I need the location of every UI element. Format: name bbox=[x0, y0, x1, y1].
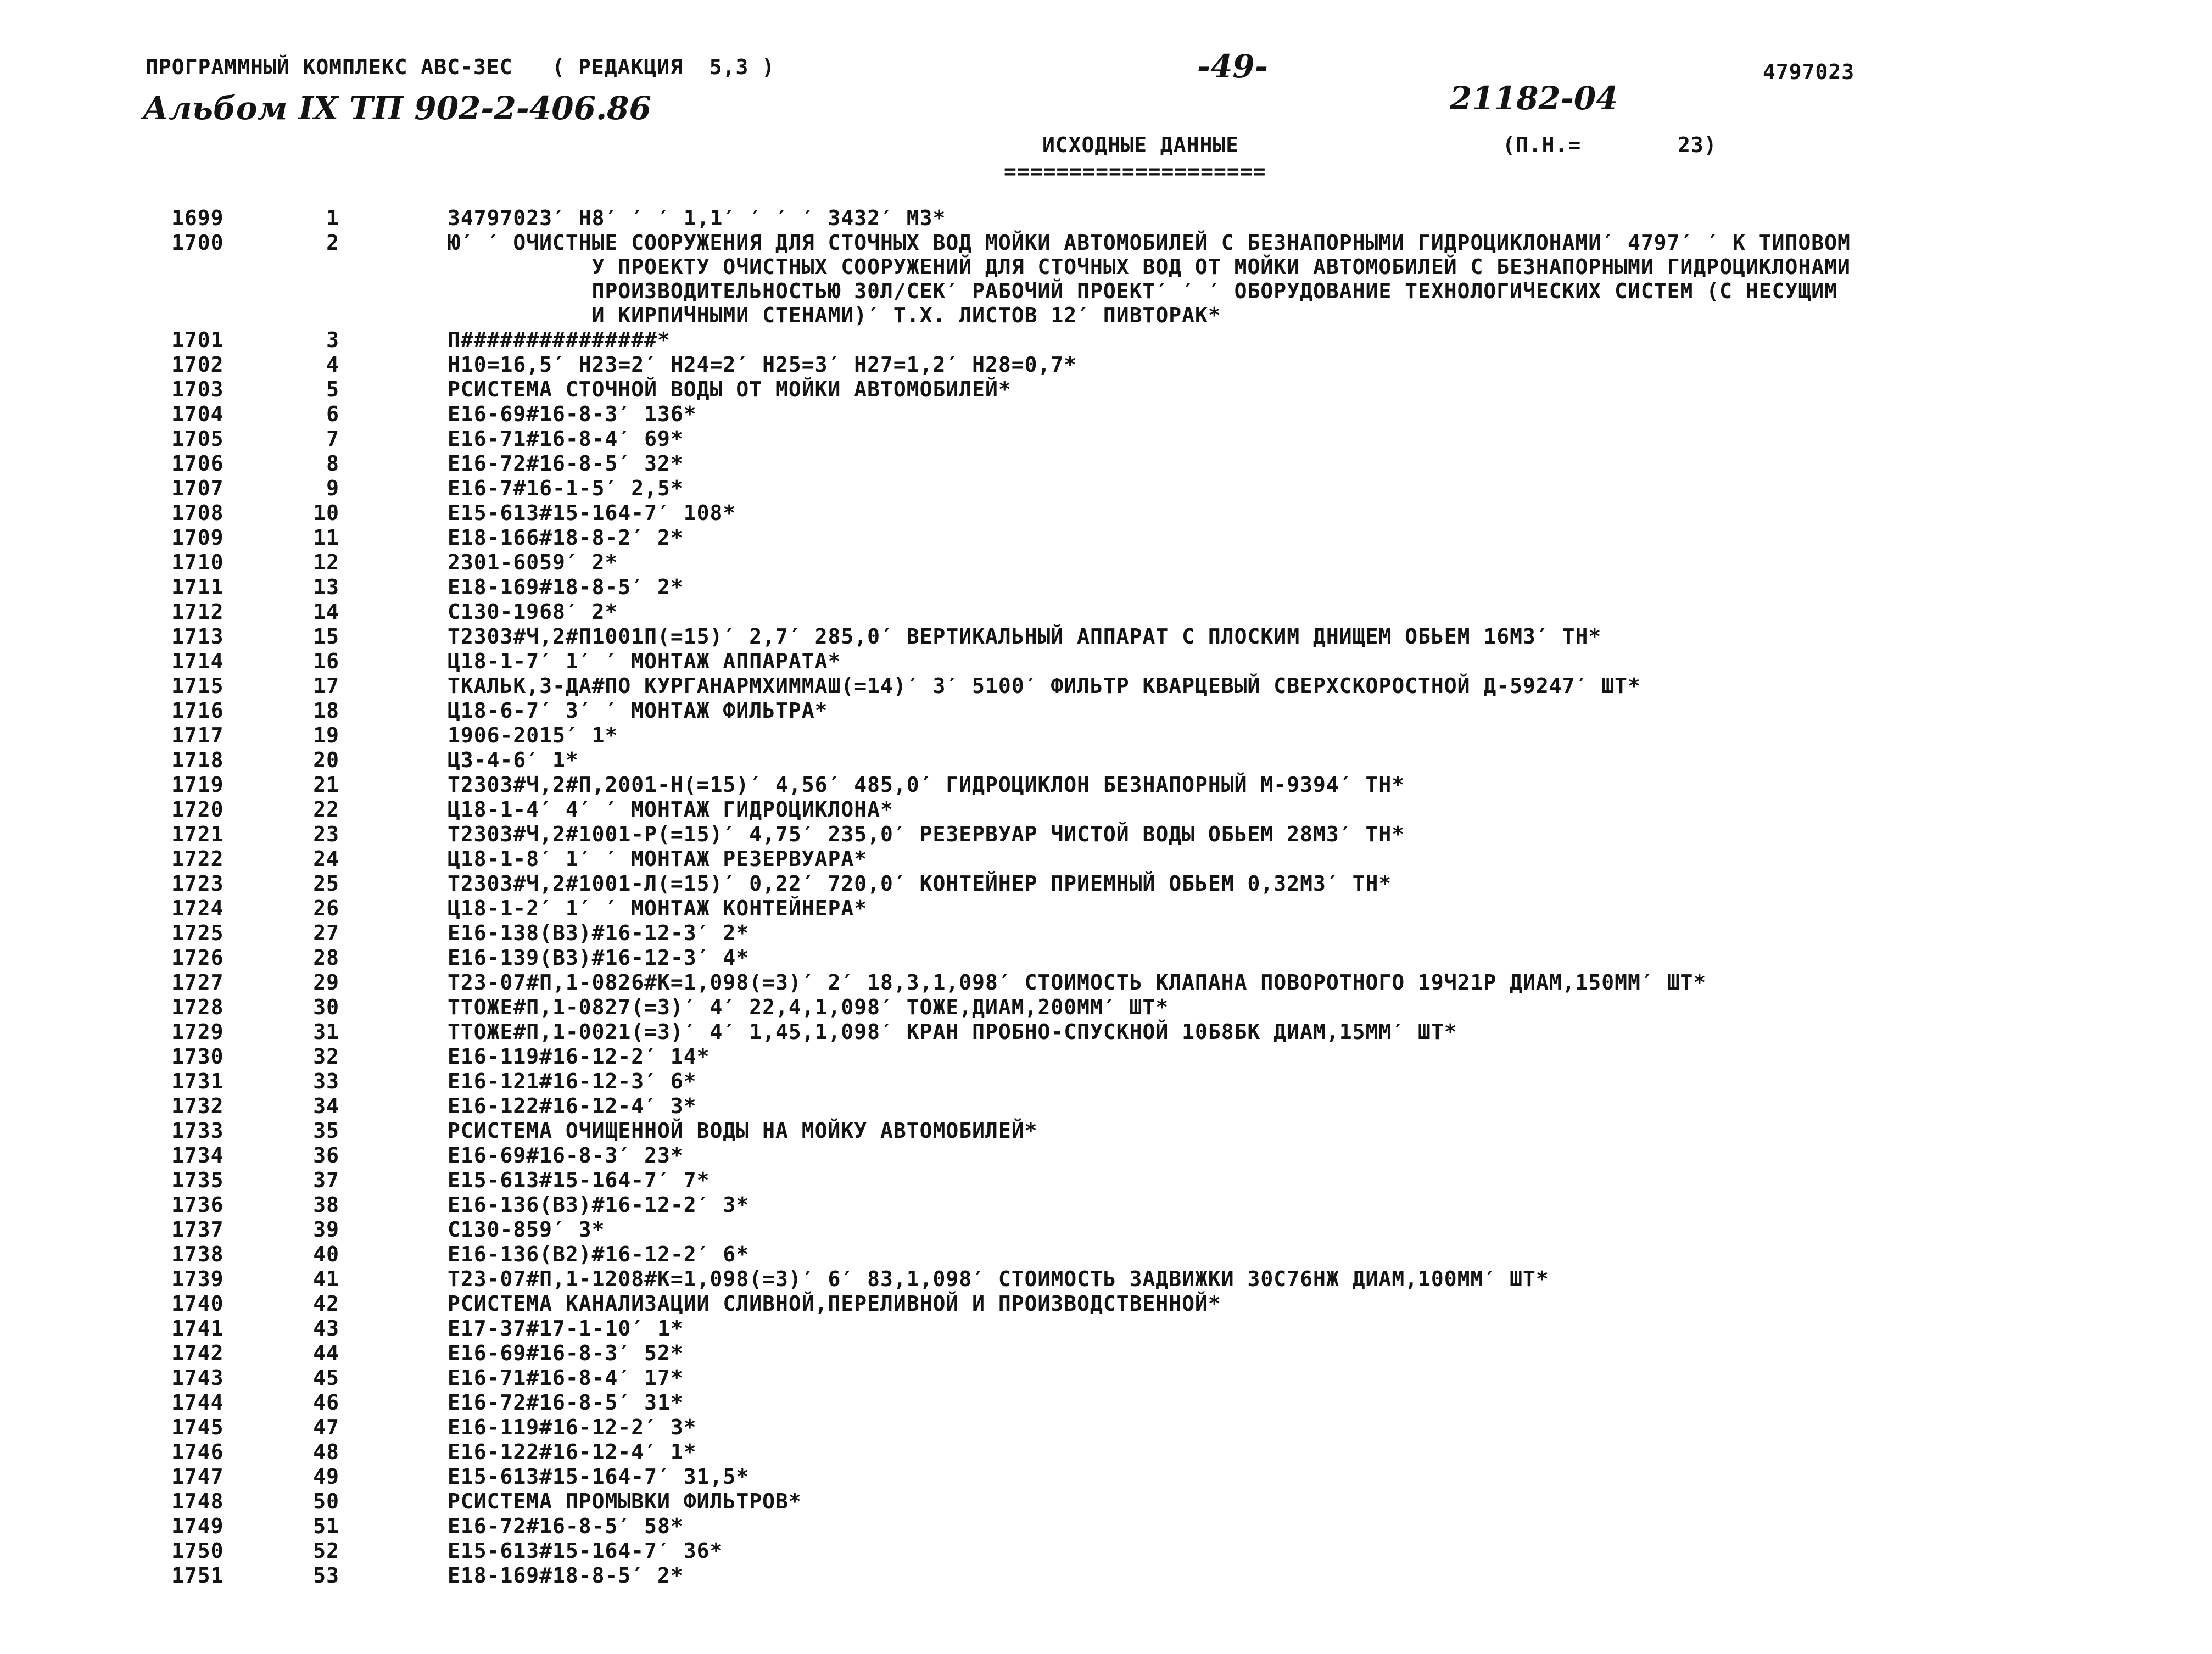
line-number: 1716 bbox=[171, 699, 224, 723]
sequence-number: 24 bbox=[313, 847, 339, 871]
sequence-number: 30 bbox=[313, 995, 339, 1019]
listing-row bbox=[0, 1293, 2142, 1318]
record-line: Е16-71#16-8-4′ 17* bbox=[448, 1366, 684, 1390]
line-number: 1744 bbox=[171, 1390, 224, 1415]
record-text bbox=[448, 1565, 684, 1589]
record-line: Ц18-1-7′ 1′ ′ МОНТАЖ АППАРАТА* bbox=[448, 649, 841, 673]
record-line: Е15-613#15-164-7′ 31,5* bbox=[448, 1465, 750, 1489]
listing-row bbox=[0, 626, 2142, 651]
record-text bbox=[448, 750, 579, 774]
record-text bbox=[448, 799, 893, 823]
sequence-number: 5 bbox=[326, 377, 339, 401]
record-text bbox=[448, 1145, 684, 1169]
section-title: ИСХОДНЫЕ ДАННЫЕ bbox=[1042, 133, 1239, 157]
listing-row bbox=[0, 947, 2142, 972]
line-number: 1740 bbox=[171, 1292, 224, 1316]
record-line: Т2303#Ч,2#П,2001-Н(=15)′ 4,56′ 485,0′ ГИДРОЦИКЛОН БЕЗНАПОРНЫЙ М-9394′ ТН* bbox=[448, 773, 1405, 797]
sequence-number: 20 bbox=[313, 748, 339, 772]
record-text bbox=[448, 1096, 697, 1120]
record-text bbox=[448, 527, 684, 551]
sequence-number: 34 bbox=[313, 1094, 339, 1118]
sequence-number: 51 bbox=[313, 1514, 339, 1538]
record-text bbox=[448, 1120, 1038, 1144]
line-number: 1710 bbox=[171, 550, 224, 574]
record-line: Е15-613#15-164-7′ 108* bbox=[448, 501, 736, 525]
listing-row bbox=[0, 601, 2142, 626]
listing-row bbox=[0, 1194, 2142, 1219]
record-text bbox=[448, 700, 828, 724]
record-line: ТТОЖЕ#П,1-0021(=3)′ 4′ 1,45,1,098′ КРАН ПРОБНО-СПУСКНОЙ 10Б8БК ДИАМ,15ММ′ ШТ* bbox=[448, 1020, 1457, 1044]
record-text bbox=[448, 1244, 749, 1268]
record-text bbox=[448, 824, 1405, 848]
listing-row bbox=[0, 1343, 2142, 1367]
record-text bbox=[448, 774, 1405, 798]
record-text bbox=[448, 1046, 710, 1070]
record-text bbox=[448, 1491, 802, 1515]
line-number: 1731 bbox=[171, 1069, 224, 1093]
record-text bbox=[448, 577, 684, 601]
sequence-number: 39 bbox=[313, 1217, 339, 1242]
line-number: 1749 bbox=[171, 1514, 224, 1538]
record-text bbox=[448, 1392, 684, 1416]
sequence-number: 2 bbox=[326, 231, 339, 255]
record-text bbox=[448, 404, 697, 428]
sequence-number: 32 bbox=[313, 1044, 339, 1069]
record-line: Е16-72#16-8-5′ 58* bbox=[448, 1514, 684, 1538]
record-line: С130-859′ 3* bbox=[448, 1217, 605, 1242]
record-text bbox=[448, 552, 618, 576]
sequence-number: 35 bbox=[313, 1119, 339, 1143]
line-number: 1746 bbox=[171, 1440, 224, 1464]
sequence-number: 9 bbox=[326, 476, 339, 500]
line-number: 1711 bbox=[171, 575, 224, 599]
line-number: 1738 bbox=[171, 1242, 224, 1266]
line-number: 1700 bbox=[171, 231, 224, 255]
listing-row bbox=[0, 552, 2142, 577]
record-line: Т23-07#П,1-1208#К=1,098(=3)′ 6′ 83,1,098′ СТОИМОСТЬ ЗАДВИЖКИ 30С76НЖ ДИАМ,100ММ′ ШТ* bbox=[448, 1267, 1549, 1291]
record-text bbox=[448, 1516, 684, 1540]
sequence-number: 18 bbox=[313, 699, 339, 723]
record-text bbox=[448, 898, 867, 922]
record-text bbox=[448, 1021, 1457, 1046]
line-number: 1733 bbox=[171, 1119, 224, 1143]
listing-row bbox=[0, 478, 2142, 502]
sequence-number: 14 bbox=[313, 600, 339, 624]
listing-row bbox=[0, 1491, 2142, 1516]
listing-row bbox=[0, 799, 2142, 824]
record-text bbox=[448, 725, 618, 749]
sequence-number: 1 bbox=[326, 206, 339, 230]
line-number: 1699 bbox=[171, 206, 224, 230]
sequence-number: 4 bbox=[326, 353, 339, 377]
line-number: 1715 bbox=[171, 674, 224, 698]
sequence-number: 46 bbox=[313, 1390, 339, 1415]
record-text bbox=[448, 453, 684, 477]
record-line: Н10=16,5′ Н23=2′ Н24=2′ Н25=3′ Н27=1,2′ Н28=0,7* bbox=[448, 353, 1077, 377]
sequence-number: 37 bbox=[313, 1168, 339, 1192]
document-code: 4797023 bbox=[1763, 60, 1855, 84]
record-line: Е18-169#18-8-5′ 2* bbox=[448, 1563, 684, 1588]
listing-row bbox=[0, 1367, 2142, 1392]
listing-row bbox=[0, 675, 2142, 700]
record-line: Т2303#Ч,2#1001-Р(=15)′ 4,75′ 235,0′ РЕЗЕРВУАР ЧИСТОЙ ВОДЫ ОБЬЕМ 28М3′ ТН* bbox=[448, 822, 1405, 846]
record-line: РСИСТЕМА СТОЧНОЙ ВОДЫ ОТ МОЙКИ АВТОМОБИЛЕЙ* bbox=[448, 377, 1012, 401]
sequence-number: 49 bbox=[313, 1465, 339, 1489]
record-text bbox=[448, 1318, 684, 1342]
record-line: ТКАЛЬК,3-ДА#ПО КУРГАНАРМХИММАШ(=14)′ 3′ 5100′ ФИЛЬТР КВАРЦЕВЫЙ СВЕРХСКОРОСТНОЙ Д-59247′ ШТ* bbox=[448, 674, 1641, 698]
record-line: Е16-136(В3)#16-12-2′ 3* bbox=[448, 1193, 750, 1217]
listing-row bbox=[0, 1244, 2142, 1269]
record-line: Е16-136(В2)#16-12-2′ 6* bbox=[448, 1242, 750, 1266]
listing-row bbox=[0, 774, 2142, 799]
listing-row bbox=[0, 873, 2142, 898]
line-number: 1720 bbox=[171, 797, 224, 822]
record-text bbox=[448, 848, 867, 873]
line-number: 1719 bbox=[171, 773, 224, 797]
record-line: Ц18-6-7′ 3′ ′ МОНТАЖ ФИЛЬТРА* bbox=[448, 699, 828, 723]
record-line: Е16-122#16-12-4′ 3* bbox=[448, 1094, 697, 1118]
listing-row bbox=[0, 1540, 2142, 1565]
sequence-number: 50 bbox=[313, 1489, 339, 1513]
listing-row bbox=[0, 1145, 2142, 1170]
record-text bbox=[448, 354, 1077, 378]
record-text bbox=[448, 1343, 684, 1367]
line-number: 1702 bbox=[171, 353, 224, 377]
handwritten-code: 21182-04 bbox=[1450, 80, 1618, 117]
sequence-number: 19 bbox=[313, 723, 339, 747]
record-line: П###############* bbox=[448, 328, 671, 352]
record-text bbox=[448, 947, 749, 971]
listing-row bbox=[0, 527, 2142, 552]
record-text bbox=[448, 873, 1392, 897]
line-number: 1712 bbox=[171, 600, 224, 624]
sequence-number: 53 bbox=[313, 1563, 339, 1588]
listing-row bbox=[0, 232, 2142, 329]
line-number: 1730 bbox=[171, 1044, 224, 1069]
sequence-number: 41 bbox=[313, 1267, 339, 1291]
listing-row bbox=[0, 577, 2142, 601]
record-text bbox=[448, 1540, 723, 1564]
listing-row bbox=[0, 1417, 2142, 1441]
listing-row bbox=[0, 1120, 2142, 1145]
line-number: 1721 bbox=[171, 822, 224, 846]
line-number: 1707 bbox=[171, 476, 224, 500]
line-number: 1736 bbox=[171, 1193, 224, 1217]
record-line: 1906-2015′ 1* bbox=[448, 723, 618, 747]
listing-row bbox=[0, 379, 2142, 404]
record-text bbox=[448, 651, 841, 675]
listing-row bbox=[0, 428, 2142, 453]
record-line: ТТОЖЕ#П,1-0827(=3)′ 4′ 22,4,1,098′ ТОЖЕ,ДИАМ,200ММ′ ШТ* bbox=[448, 995, 1169, 1019]
line-number: 1725 bbox=[171, 921, 224, 945]
sequence-number: 22 bbox=[313, 797, 339, 822]
record-text bbox=[448, 329, 671, 354]
sequence-number: 38 bbox=[313, 1193, 339, 1217]
line-number: 1742 bbox=[171, 1341, 224, 1365]
record-line: Е16-69#16-8-3′ 23* bbox=[448, 1143, 684, 1167]
line-number: 1724 bbox=[171, 896, 224, 920]
listing-row bbox=[0, 1269, 2142, 1293]
record-text bbox=[448, 1367, 684, 1392]
listing-row bbox=[0, 1046, 2142, 1071]
sequence-number: 28 bbox=[313, 946, 339, 970]
record-text bbox=[448, 1417, 697, 1441]
sequence-number: 21 bbox=[313, 773, 339, 797]
listing-row bbox=[0, 972, 2142, 997]
sequence-number: 44 bbox=[313, 1341, 339, 1365]
sequence-number: 40 bbox=[313, 1242, 339, 1266]
line-number: 1703 bbox=[171, 377, 224, 401]
record-line: Е16-72#16-8-5′ 31* bbox=[448, 1390, 684, 1415]
record-line: Е18-169#18-8-5′ 2* bbox=[448, 575, 684, 599]
record-line: Е16-72#16-8-5′ 32* bbox=[448, 451, 684, 476]
record-line: Е15-613#15-164-7′ 7* bbox=[448, 1168, 710, 1192]
sequence-number: 27 bbox=[313, 921, 339, 945]
sequence-number: 36 bbox=[313, 1143, 339, 1167]
record-text bbox=[448, 923, 749, 947]
listing-row bbox=[0, 404, 2142, 428]
listing-row bbox=[0, 1441, 2142, 1466]
line-number: 1751 bbox=[171, 1563, 224, 1588]
line-number: 1713 bbox=[171, 624, 224, 649]
sequence-number: 31 bbox=[313, 1020, 339, 1044]
record-text bbox=[448, 1071, 697, 1095]
line-number: 1729 bbox=[171, 1020, 224, 1044]
listing-row bbox=[0, 453, 2142, 478]
line-number: 1714 bbox=[171, 649, 224, 673]
sequence-number: 7 bbox=[326, 427, 339, 451]
record-line: РСИСТЕМА ПРОМЫВКИ ФИЛЬТРОВ* bbox=[448, 1489, 802, 1513]
record-line: Е16-69#16-8-3′ 52* bbox=[448, 1341, 684, 1365]
record-line: Е16-138(В3)#16-12-3′ 2* bbox=[448, 921, 750, 945]
sequence-number: 10 bbox=[313, 501, 339, 525]
sequence-number: 45 bbox=[313, 1366, 339, 1390]
record-line: 2301-6059′ 2* bbox=[448, 550, 618, 574]
listing-row bbox=[0, 1170, 2142, 1194]
sequence-number: 29 bbox=[313, 970, 339, 994]
record-line: Е17-37#17-1-10′ 1* bbox=[448, 1316, 684, 1340]
program-title: ПРОГРАММНЫЙ КОМПЛЕКС АВС-3ЕС ( РЕДАКЦИЯ 5,3 ) bbox=[146, 55, 775, 79]
line-number: 1741 bbox=[171, 1316, 224, 1340]
record-line: Е18-166#18-8-2′ 2* bbox=[448, 526, 684, 550]
record-text bbox=[448, 601, 618, 625]
record-text bbox=[448, 1219, 605, 1243]
listing-row bbox=[0, 997, 2142, 1021]
record-line: 34797023′ Н8′ ′ ′ 1,1′ ′ ′ ′ 3432′ М3* bbox=[448, 206, 946, 230]
listing-row bbox=[0, 1096, 2142, 1120]
page-number-label: (П.Н.= bbox=[1502, 133, 1582, 157]
line-number: 1704 bbox=[171, 402, 224, 426]
sequence-number: 6 bbox=[326, 402, 339, 426]
record-line: Ц18-1-2′ 1′ ′ МОНТАЖ КОНТЕЙНЕРА* bbox=[448, 896, 868, 920]
line-number: 1709 bbox=[171, 526, 224, 550]
line-number: 1735 bbox=[171, 1168, 224, 1192]
line-number: 1705 bbox=[171, 427, 224, 451]
record-text bbox=[448, 502, 736, 527]
sequence-number: 52 bbox=[313, 1539, 339, 1563]
sequence-number: 17 bbox=[313, 674, 339, 698]
listing-row bbox=[0, 1318, 2142, 1343]
record-text bbox=[448, 997, 1169, 1021]
record-line: Е16-121#16-12-3′ 6* bbox=[448, 1069, 697, 1093]
record-line: Т23-07#П,1-0826#К=1,098(=3)′ 2′ 18,3,1,098′ СТОИМОСТЬ КЛАПАНА ПОВОРОТНОГО 19Ч21Р ДИАМ,150ММ′ ШТ* bbox=[448, 970, 1707, 994]
line-number: 1743 bbox=[171, 1366, 224, 1390]
record-line: Е16-122#16-12-4′ 1* bbox=[448, 1440, 697, 1464]
record-text bbox=[448, 626, 1601, 650]
listing-row bbox=[0, 1516, 2142, 1540]
line-number: 1706 bbox=[171, 451, 224, 476]
record-text bbox=[448, 478, 684, 502]
record-text bbox=[448, 379, 1012, 403]
line-number: 1708 bbox=[171, 501, 224, 525]
listing-row bbox=[0, 208, 2142, 232]
sequence-number: 26 bbox=[313, 896, 339, 920]
record-line: Е16-69#16-8-3′ 136* bbox=[448, 402, 697, 426]
page-number: -49- bbox=[1197, 48, 1268, 85]
sequence-number: 33 bbox=[313, 1069, 339, 1093]
listing-row bbox=[0, 700, 2142, 725]
record-text bbox=[448, 232, 1851, 329]
line-number: 1722 bbox=[171, 847, 224, 871]
listing-row bbox=[0, 329, 2142, 354]
record-text bbox=[448, 1170, 710, 1194]
listing-row bbox=[0, 824, 2142, 848]
record-line: Т2303#Ч,2#1001-Л(=15)′ 0,22′ 720,0′ КОНТЕЙНЕР ПРИЕМНЫЙ ОБЬЕМ 0,32М3′ ТН* bbox=[448, 871, 1392, 896]
line-number: 1718 bbox=[171, 748, 224, 772]
sequence-number: 25 bbox=[313, 871, 339, 896]
line-number: 1727 bbox=[171, 970, 224, 994]
sequence-number: 47 bbox=[313, 1415, 339, 1439]
sequence-number: 3 bbox=[326, 328, 339, 352]
sequence-number: 15 bbox=[313, 624, 339, 649]
record-line: РСИСТЕМА ОЧИЩЕННОЙ ВОДЫ НА МОЙКУ АВТОМОБИЛЕЙ* bbox=[448, 1119, 1038, 1143]
record-line: Ц18-1-4′ 4′ ′ МОНТАЖ ГИДРОЦИКЛОНА* bbox=[448, 797, 893, 822]
record-text bbox=[448, 675, 1641, 700]
listing-row bbox=[0, 725, 2142, 750]
line-number: 1734 bbox=[171, 1143, 224, 1167]
record-line: Е15-613#15-164-7′ 36* bbox=[448, 1539, 723, 1563]
record-text bbox=[448, 428, 684, 452]
record-line: Е16-119#16-12-2′ 3* bbox=[448, 1415, 697, 1439]
line-number: 1732 bbox=[171, 1094, 224, 1118]
record-text bbox=[448, 1293, 1221, 1317]
line-number: 1745 bbox=[171, 1415, 224, 1439]
line-number: 1739 bbox=[171, 1267, 224, 1291]
record-text bbox=[448, 1194, 749, 1219]
sequence-number: 8 bbox=[326, 451, 339, 476]
record-line: У ПРОЕКТУ ОЧИСТНЫХ СООРУЖЕНИЙ ДЛЯ СТОЧНЫХ ВОД ОТ МОЙКИ АВТОМОБИЛЕЙ С БЕЗНАПОРНЫМИ ГИДРОЦИКЛОНАМИ bbox=[448, 255, 1851, 279]
record-line: РСИСТЕМА КАНАЛИЗАЦИИ СЛИВНОЙ,ПЕРЕЛИВНОЙ И ПРОИЗВОДСТВЕННОЙ* bbox=[448, 1292, 1221, 1316]
listing-row bbox=[0, 1219, 2142, 1244]
record-line: Е16-139(В3)#16-12-3′ 4* bbox=[448, 946, 750, 970]
listing bbox=[0, 208, 2142, 1590]
listing-row bbox=[0, 1392, 2142, 1417]
line-number: 1701 bbox=[171, 328, 224, 352]
record-line: Е16-119#16-12-2′ 14* bbox=[448, 1044, 710, 1069]
listing-row bbox=[0, 1565, 2142, 1590]
record-line: С130-1968′ 2* bbox=[448, 600, 618, 624]
listing-row bbox=[0, 354, 2142, 379]
line-number: 1737 bbox=[171, 1217, 224, 1242]
title-underline: ==================== bbox=[1004, 159, 1266, 183]
record-line: Ю′ ′ ОЧИСТНЫЕ СООРУЖЕНИЯ ДЛЯ СТОЧНЫХ ВОД МОЙКИ АВТОМОБИЛЕЙ С БЕЗНАПОРНЫМИ ГИДРОЦИКЛОНАМИ′ 4797′ ′ К ТИПОВОМ bbox=[448, 231, 1851, 255]
sequence-number: 23 bbox=[313, 822, 339, 846]
sequence-number: 42 bbox=[313, 1292, 339, 1316]
record-line: Т2303#Ч,2#П1001П(=15)′ 2,7′ 285,0′ ВЕРТИКАЛЬНЫЙ АППАРАТ С ПЛОСКИМ ДНИЩЕМ ОБЬЕМ 16М3′ ТН* bbox=[448, 624, 1602, 649]
record-text bbox=[448, 1466, 749, 1490]
listing-row bbox=[0, 651, 2142, 675]
sequence-number: 43 bbox=[313, 1316, 339, 1340]
record-line: Ц3-4-6′ 1* bbox=[448, 748, 579, 772]
listing-row bbox=[0, 1466, 2142, 1491]
line-number: 1747 bbox=[171, 1465, 224, 1489]
record-text bbox=[448, 208, 946, 232]
listing-row bbox=[0, 923, 2142, 947]
sequence-number: 12 bbox=[313, 550, 339, 574]
record-text bbox=[448, 1441, 697, 1466]
sequence-number: 16 bbox=[313, 649, 339, 673]
record-line: ПРОИЗВОДИТЕЛЬНОСТЬЮ 30Л/СЕК′ РАБОЧИЙ ПРОЕКТ′ ′ ′ ОБОРУДОВАНИЕ ТЕХНОЛОГИЧЕСКИХ СИСТЕМ (С НЕСУЩИМ bbox=[448, 279, 1838, 303]
record-line: Е16-7#16-1-5′ 2,5* bbox=[448, 476, 684, 500]
album-reference: Альбом IX ТП 902-2-406.86 bbox=[143, 90, 651, 127]
line-number: 1728 bbox=[171, 995, 224, 1019]
listing-row bbox=[0, 750, 2142, 774]
record-line: Ц18-1-8′ 1′ ′ МОНТАЖ РЕЗЕРВУАРА* bbox=[448, 847, 868, 871]
sequence-number: 48 bbox=[313, 1440, 339, 1464]
record-line: И КИРПИЧНЫМИ СТЕНАМИ)′ Т.Х. ЛИСТОВ 12′ ПИВТОРАК* bbox=[448, 303, 1221, 327]
record-text bbox=[448, 1269, 1549, 1293]
listing-row bbox=[0, 1071, 2142, 1096]
listing-row bbox=[0, 1021, 2142, 1046]
sequence-number: 11 bbox=[313, 526, 339, 550]
listing-row bbox=[0, 898, 2142, 923]
record-line: Е16-71#16-8-4′ 69* bbox=[448, 427, 684, 451]
listing-row bbox=[0, 502, 2142, 527]
record-text bbox=[448, 972, 1706, 996]
sequence-number: 13 bbox=[313, 575, 339, 599]
listing-row bbox=[0, 848, 2142, 873]
line-number: 1748 bbox=[171, 1489, 224, 1513]
line-number: 1717 bbox=[171, 723, 224, 747]
line-number: 1726 bbox=[171, 946, 224, 970]
page-number-value: 23) bbox=[1678, 133, 1717, 157]
line-number: 1750 bbox=[171, 1539, 224, 1563]
line-number: 1723 bbox=[171, 871, 224, 896]
